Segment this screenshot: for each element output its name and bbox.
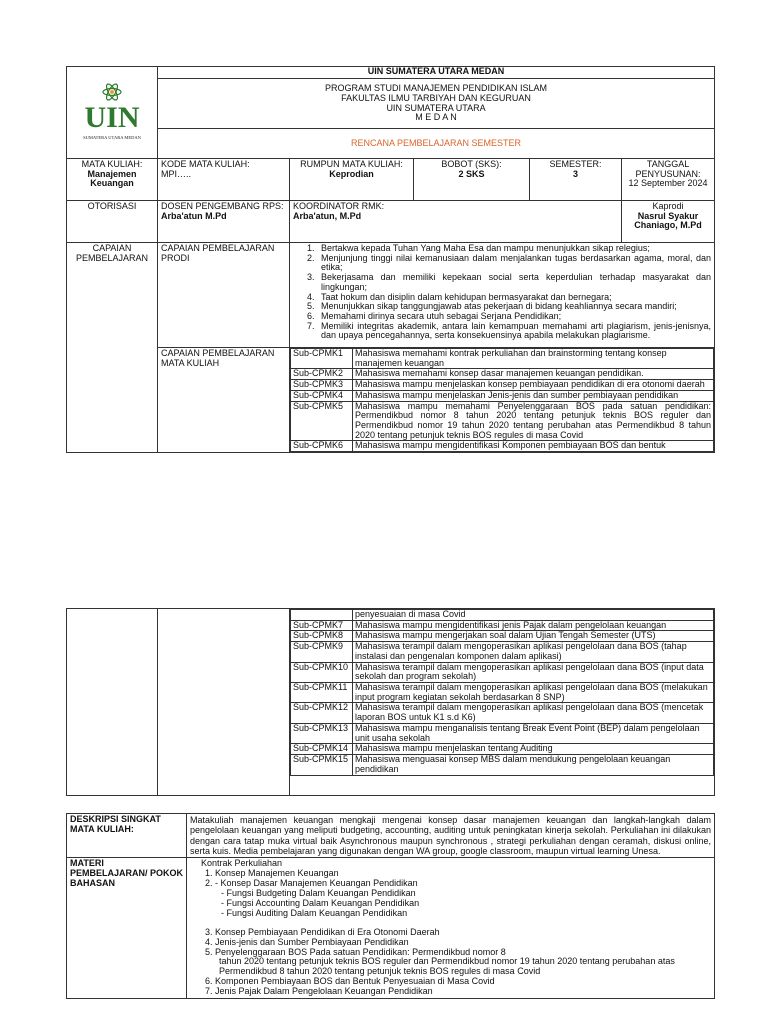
- dosen-label: DOSEN PENGEMBANG RPS:: [161, 201, 284, 211]
- list-item: 3. Konsep Pembiayaan Pendidikan di Era Otonomi Daerah: [205, 926, 440, 937]
- kode-label: KODE MATA KULIAH:: [161, 159, 250, 169]
- tanggal-value: 12 September 2024: [628, 178, 708, 189]
- list-item: tahun 2020 tentang petunjuk teknis BOS reguler dan Permendikbud nomor 19 tahun 2020 tentang perubahan atas: [219, 956, 675, 967]
- mata-kuliah-label: MATA KULIAH:: [81, 159, 143, 169]
- table-row: Sub-CPMK11 Mahasiswa terampil dalam mengoperasikan aplikasi pengelolaan dana BOS (melakukan input program kegiatan sekolah berdasarkan 8 SNP): [291, 683, 714, 703]
- kode-cell: [158, 159, 290, 201]
- table-row: Sub-CPMK7 Mahasiswa mampu mengidentifikasi jenis Pajak dalam pengelolaan keuangan: [291, 620, 714, 631]
- tanggal-label: TANGGAL PENYUSUNAN:: [635, 159, 701, 179]
- list-item: Kontrak Perkuliahan: [201, 858, 283, 869]
- kaprodi-cell: [622, 201, 715, 243]
- cp-prodi-list: [293, 244, 711, 341]
- list-item: 5. Menunjukkan sikap tanggungjawab atas pekerjaan di bidang keahliannya secara mandiri;: [307, 301, 677, 312]
- table-row: Sub-CPMK14 Mahasiswa mampu menjelaskan tentang Auditing: [291, 744, 714, 755]
- cpmk-table-2: [290, 609, 714, 776]
- dosen-value: Arba'atun M.Pd: [161, 210, 227, 221]
- program-block: [158, 79, 715, 129]
- logo-text: UIN: [84, 101, 140, 135]
- koordinator-cell: [290, 201, 622, 243]
- koordinator-label: KOORDINATOR RMK:: [293, 201, 385, 211]
- cp-prodi-list-cell: [290, 243, 715, 348]
- table-row: Sub-CPMK9 Mahasiswa terampil dalam mengoperasikan aplikasi pengelolaan dana BOS (tahap instalasi dan pengenalan komponen dalam aplikasi): [291, 642, 714, 662]
- table-row: Sub-CPMK1 Mahasiswa memahami kontrak perkuliahan dan brainstorming tentang konsep manajemen keuangan: [291, 349, 714, 369]
- table-row: penyesuaian di masa Covid: [291, 610, 714, 621]
- blank-cell: [67, 609, 158, 796]
- list-item: 7. Jenis Pajak Dalam Pengelolaan Keuangan Pendidikan: [205, 986, 433, 997]
- semester-value: 3: [572, 168, 578, 179]
- list-item: 1. Bertakwa kepada Tuhan Yang Maha Esa dan mampu menunjukkan sikap relegius;: [307, 243, 650, 253]
- cpmk-continued-cell: [290, 609, 715, 796]
- mata-kuliah-value: Manajemen Keuangan: [87, 168, 137, 189]
- cpmk-continued-table: [66, 608, 715, 796]
- bobot-cell: [414, 159, 530, 201]
- cpmk-cell: [290, 348, 715, 453]
- university-line: UIN SUMATERA UTARA: [386, 102, 486, 113]
- table-row: Sub-CPMK13 Mahasiswa mampu menganalisis tentang Break Event Point (BEP) dalam pengelolaan unit usaha sekolah: [291, 723, 714, 743]
- bobot-value: 2 SKS: [458, 168, 485, 179]
- list-item: 6. Komponen Pembiayaan BOS dan Bentuk Penyesuaian di Masa Covid: [205, 976, 495, 987]
- list-item: - Fungsi Budgeting Dalam Keuangan Pendidikan: [221, 888, 416, 899]
- list-item: 2. - Konsep Dasar Manajemen Keuangan Pendidikan: [205, 878, 418, 889]
- otorisasi-label: OTORISASI: [67, 201, 158, 243]
- materi-list: [187, 858, 715, 999]
- bobot-label: BOBOT (SKS):: [441, 159, 502, 169]
- list-item: 4. Taat hokum dan disiplin dalam kehidupan bermasyarakat dan bernegara;: [307, 291, 612, 302]
- table-row: Sub-CPMK2 Mahasiswa memahami konsep dasar manajemen keuangan pendidikan.: [291, 369, 714, 380]
- deskripsi-text: Matakuliah manajemen keuangan mengkaji mengenai konsep dasar manajemen keuangan dan langkah-langkah dalam pengelolaan keuangan yang meliputi budgeting, accounting, auditing untuk peningkatan kinerja sekolah. Perkuliahan ini dilakukan dengan cara tatap muka virtual baik Asynchronous maupun synchronous , strategi perkuliahan dengan ceramah, diskusi online, serta kuis. Media pembelajaran yang digunakan dengan WA group, google classroom, maupun virtual learning Unesa.: [187, 814, 715, 858]
- uin-logo-icon: [70, 78, 154, 144]
- list-item: 3. Bekerjasama dan memiliki kepekaan social serta keperdulian terhadap masyarakat dan lingkungan;: [307, 272, 712, 292]
- list-item: 4. Jenis-jenis dan Sumber Pembiayaan Pendidikan: [205, 936, 409, 947]
- list-item: 7. Memiliki integritas akademik, antara lain kemampuan memahami arti plagiarism, jenis-jenisnya, dan upaya pencegahannya, serta konsekuensinya apabila melakukan plagiarisme.: [307, 320, 712, 341]
- cpmk-table: [290, 348, 714, 452]
- kaprodi-label: Kaprodi: [652, 201, 684, 211]
- dosen-cell: [158, 201, 290, 243]
- table-row: Sub-CPMK5 Mahasiswa mampu memahami Penyelenggaraan BOS pada satuan pendidikan: Permendikbud nomor 8 tahun 2020 tentang petunjuk teknis BOS reguler dan Permendikbud nomor 19 tahun 2020 tentang perubahan atas Permendikbud 8 tahun 2020 tentang petunjuk teknis BOS regules di masa Covid: [291, 401, 714, 441]
- blank-cell: [158, 609, 290, 796]
- rps-header-table: [66, 66, 715, 453]
- program-line: PROGRAM STUDI MANAJEMEN PENDIDIKAN ISLAM: [325, 82, 548, 93]
- table-row: Sub-CPMK8 Mahasiswa mampu mengerjakan soal dalam Ujian Tengah Semester (UTS): [291, 631, 714, 642]
- list-item: 5. Penyelenggaraan BOS Pada satuan Pendidikan: Permendikbud nomor 8: [205, 946, 506, 957]
- table-row: Sub-CPMK10 Mahasiswa terampil dalam mengoperasikan aplikasi pengelolaan dana BOS (input data sekolah dan program sekolah): [291, 662, 714, 682]
- table-row: Sub-CPMK6 Mahasiswa mampu mengidentifikasi Komponen pembiayaan BOS dan bentuk: [291, 441, 714, 452]
- deskripsi-label: DESKRIPSI SINGKAT MATA KULIAH:: [67, 814, 187, 858]
- table-row: Sub-CPMK3 Mahasiswa mampu menjelaskan konsep pembiayaan pendidikan di era otonomi daerah: [291, 380, 714, 391]
- koordinator-value: Arba'atun, M.Pd: [293, 210, 362, 221]
- tanggal-cell: [622, 159, 715, 201]
- list-item: Permendikbud 8 tahun 2020 tentang petunjuk teknis BOS regules di masa Covid: [219, 966, 541, 977]
- kaprodi-value: Nasrul Syakur Chaniago, M.Pd: [634, 210, 702, 231]
- city-line: M E D A N: [415, 112, 457, 123]
- faculty-line: FAKULTAS ILMU TARBIYAH DAN KEGURUAN: [341, 92, 531, 103]
- list-item: 6. Memahami dirinya secara utuh sebagai Serjana Pendidikan;: [307, 311, 562, 322]
- rumpun-value: Keprodian: [329, 168, 374, 179]
- list-item: 1. Konsep Manajemen Keuangan: [205, 868, 339, 879]
- university-title: UIN SUMATERA UTARA MEDAN: [158, 67, 715, 79]
- semester-label: SEMESTER:: [549, 159, 602, 169]
- logo-cell: [67, 67, 158, 159]
- table-row: Sub-CPMK12 Mahasiswa terampil dalam mengoperasikan aplikasi pengelolaan dana BOS (mencetak laporan BOS untuk K1 s.d K6): [291, 703, 714, 723]
- cpmk-label: CAPAIAN PEMBELAJARAN MATA KULIAH: [158, 348, 290, 453]
- deskripsi-table: [66, 813, 715, 999]
- rumpun-label: RUMPUN MATA KULIAH:: [300, 159, 403, 169]
- cp-prodi-label: CAPAIAN PEMBELAJARAN PRODI: [158, 243, 290, 348]
- logo-caption: SUMATERA UTARA MEDAN: [83, 135, 141, 141]
- kode-value: MPI…..: [161, 168, 192, 179]
- table-row: Sub-CPMK4 Mahasiswa mampu menjelaskan Jenis-jenis dan sumber pembiayaan pendidikan: [291, 390, 714, 401]
- rumpun-cell: [290, 159, 414, 201]
- materi-label: MATERI PEMBELAJARAN/ POKOK BAHASAN: [67, 858, 187, 999]
- mata-kuliah-cell: [67, 159, 158, 201]
- semester-cell: [530, 159, 622, 201]
- document-title: RENCANA PEMBELAJARAN SEMESTER: [158, 129, 715, 159]
- list-item: - Fungsi Auditing Dalam Keuangan Pendidikan: [221, 907, 408, 918]
- list-item: 2. Menjunjung tinggi nilai kemanusiaan dalam menjalankan tugas berdasarkan agama, moral, dan etika;: [307, 252, 712, 273]
- list-item: - Fungsi Accounting Dalam Keuangan Pendidikan: [221, 897, 420, 908]
- table-row: Sub-CPMK15 Mahasiswa menguasai konsep MBS dalam mendukung pengelolaan keuangan pendidikan: [291, 755, 714, 775]
- capaian-label: CAPAIAN PEMBELAJARAN: [67, 243, 158, 453]
